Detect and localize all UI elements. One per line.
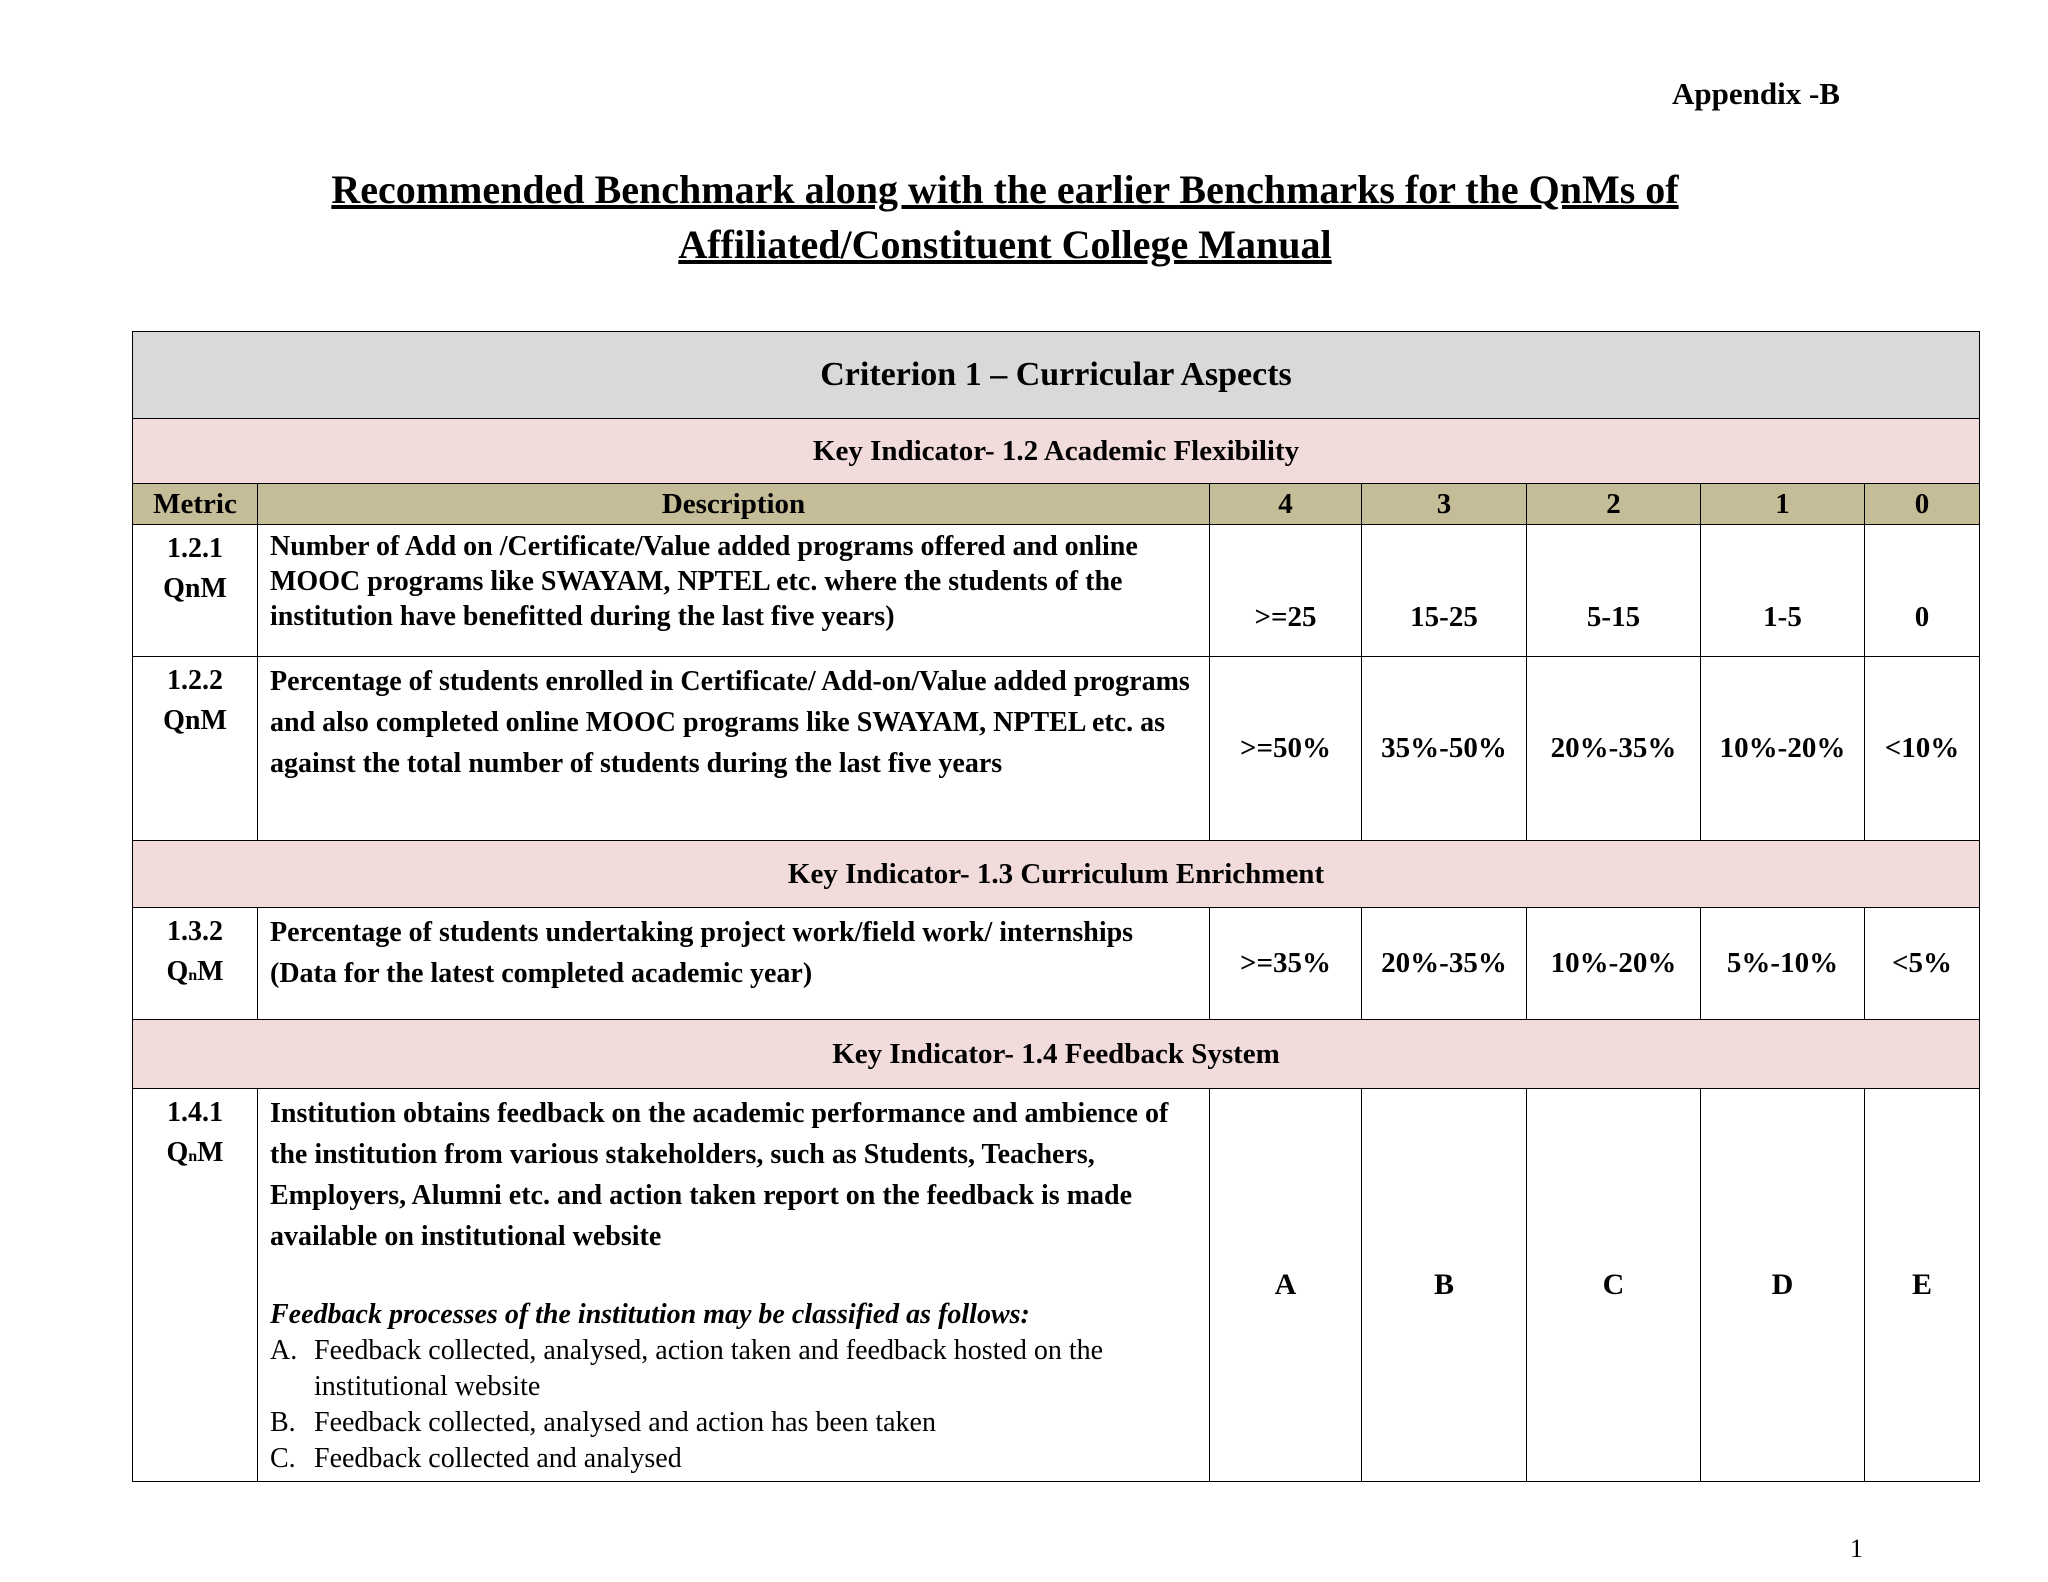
value-0: <10% bbox=[1865, 657, 1980, 841]
description-cell bbox=[258, 1089, 1210, 1482]
metric-number: 1.2.2 bbox=[167, 665, 223, 696]
description-cell: Percentage of students enrolled in Certificate/ Add-on/Value added programs and also completed online MOOC programs like SWAYAM, NPTEL etc. as against the total number of students during the last five years bbox=[258, 657, 1210, 841]
metric-number: 1.4.1 bbox=[167, 1097, 223, 1128]
value-4: >=25 bbox=[1210, 525, 1362, 657]
value-0: E bbox=[1865, 1089, 1980, 1482]
value-3: B bbox=[1362, 1089, 1527, 1482]
list-item: B. Feedback collected, analysed and action has been taken bbox=[270, 1407, 936, 1438]
page-number: 1 bbox=[1850, 1534, 1863, 1563]
metric-cell bbox=[133, 1089, 258, 1482]
metric-type: QnM bbox=[163, 573, 227, 604]
feedback-intro: Feedback processes of the institution may be classified as follows: bbox=[270, 1299, 1030, 1330]
value-0: <5% bbox=[1865, 908, 1980, 1020]
metric-cell bbox=[133, 657, 258, 841]
appendix-label: Appendix -B bbox=[1672, 76, 1840, 111]
value-1: 1-5 bbox=[1701, 525, 1865, 657]
title-line-2: Affiliated/Constituent College Manual bbox=[678, 222, 1332, 267]
value-2: 20%-35% bbox=[1527, 657, 1701, 841]
value-4: >=50% bbox=[1210, 657, 1362, 841]
page-title bbox=[0, 162, 2010, 272]
header-1: 1 bbox=[1701, 484, 1865, 525]
metric-type: QnM bbox=[163, 705, 227, 736]
metric-cell bbox=[133, 525, 258, 657]
value-2: C bbox=[1527, 1089, 1701, 1482]
value-2: 10%-20% bbox=[1527, 908, 1701, 1020]
header-3: 3 bbox=[1362, 484, 1527, 525]
value-3: 35%-50% bbox=[1362, 657, 1527, 841]
table-row bbox=[133, 525, 1980, 657]
header-description: Description bbox=[258, 484, 1210, 525]
criterion-row bbox=[133, 332, 1980, 419]
value-0: 0 bbox=[1865, 525, 1980, 657]
key-indicator-row bbox=[133, 419, 1980, 484]
value-1: 10%-20% bbox=[1701, 657, 1865, 841]
value-4: A bbox=[1210, 1089, 1362, 1482]
description-cell: Percentage of students undertaking project work/field work/ internships (Data for the latest completed academic year) bbox=[258, 908, 1210, 1020]
metric-cell bbox=[133, 908, 258, 1020]
key-indicator-1-2: Key Indicator- 1.2 Academic Flexibility bbox=[133, 419, 1980, 484]
criterion-title: Criterion 1 – Curricular Aspects bbox=[133, 332, 1980, 419]
table-row bbox=[133, 908, 1980, 1020]
feedback-list bbox=[270, 1333, 1197, 1477]
header-0: 0 bbox=[1865, 484, 1980, 525]
value-1: 5%-10% bbox=[1701, 908, 1865, 1020]
list-item: C. Feedback collected and analysed bbox=[270, 1443, 682, 1474]
metric-type: QnM bbox=[166, 956, 224, 987]
benchmark-table bbox=[132, 331, 1980, 1482]
header-metric: Metric bbox=[133, 484, 258, 525]
key-indicator-1-4: Key Indicator- 1.4 Feedback System bbox=[133, 1020, 1980, 1089]
description-cell: Number of Add on /Certificate/Value added programs offered and online MOOC programs like SWAYAM, NPTEL etc. where the students of the institution have benefitted during the last five years) bbox=[258, 525, 1210, 657]
value-4: >=35% bbox=[1210, 908, 1362, 1020]
key-indicator-row bbox=[133, 841, 1980, 908]
metric-number: 1.2.1 bbox=[167, 533, 223, 564]
value-2: 5-15 bbox=[1527, 525, 1701, 657]
metric-type: QnM bbox=[166, 1137, 224, 1168]
value-1: D bbox=[1701, 1089, 1865, 1482]
metric-number: 1.3.2 bbox=[167, 916, 223, 947]
header-2: 2 bbox=[1527, 484, 1701, 525]
key-indicator-1-3: Key Indicator- 1.3 Curriculum Enrichment bbox=[133, 841, 1980, 908]
table-row bbox=[133, 657, 1980, 841]
title-line-1: Recommended Benchmark along with the earlier Benchmarks for the QnMs of bbox=[331, 167, 1679, 212]
table-header-row bbox=[133, 484, 1980, 525]
value-3: 20%-35% bbox=[1362, 908, 1527, 1020]
feedback-description: Institution obtains feedback on the academic performance and ambience of the institution from various stakeholders, such as Students, Teachers, Employers, Alumni etc. and action taken report on the feedback is made available on institutional website bbox=[270, 1098, 1169, 1252]
header-4: 4 bbox=[1210, 484, 1362, 525]
key-indicator-row bbox=[133, 1020, 1980, 1089]
table-row bbox=[133, 1089, 1980, 1482]
list-item: A. Feedback collected, analysed, action taken and feedback hosted on the institutional website bbox=[270, 1335, 1104, 1402]
value-3: 15-25 bbox=[1362, 525, 1527, 657]
